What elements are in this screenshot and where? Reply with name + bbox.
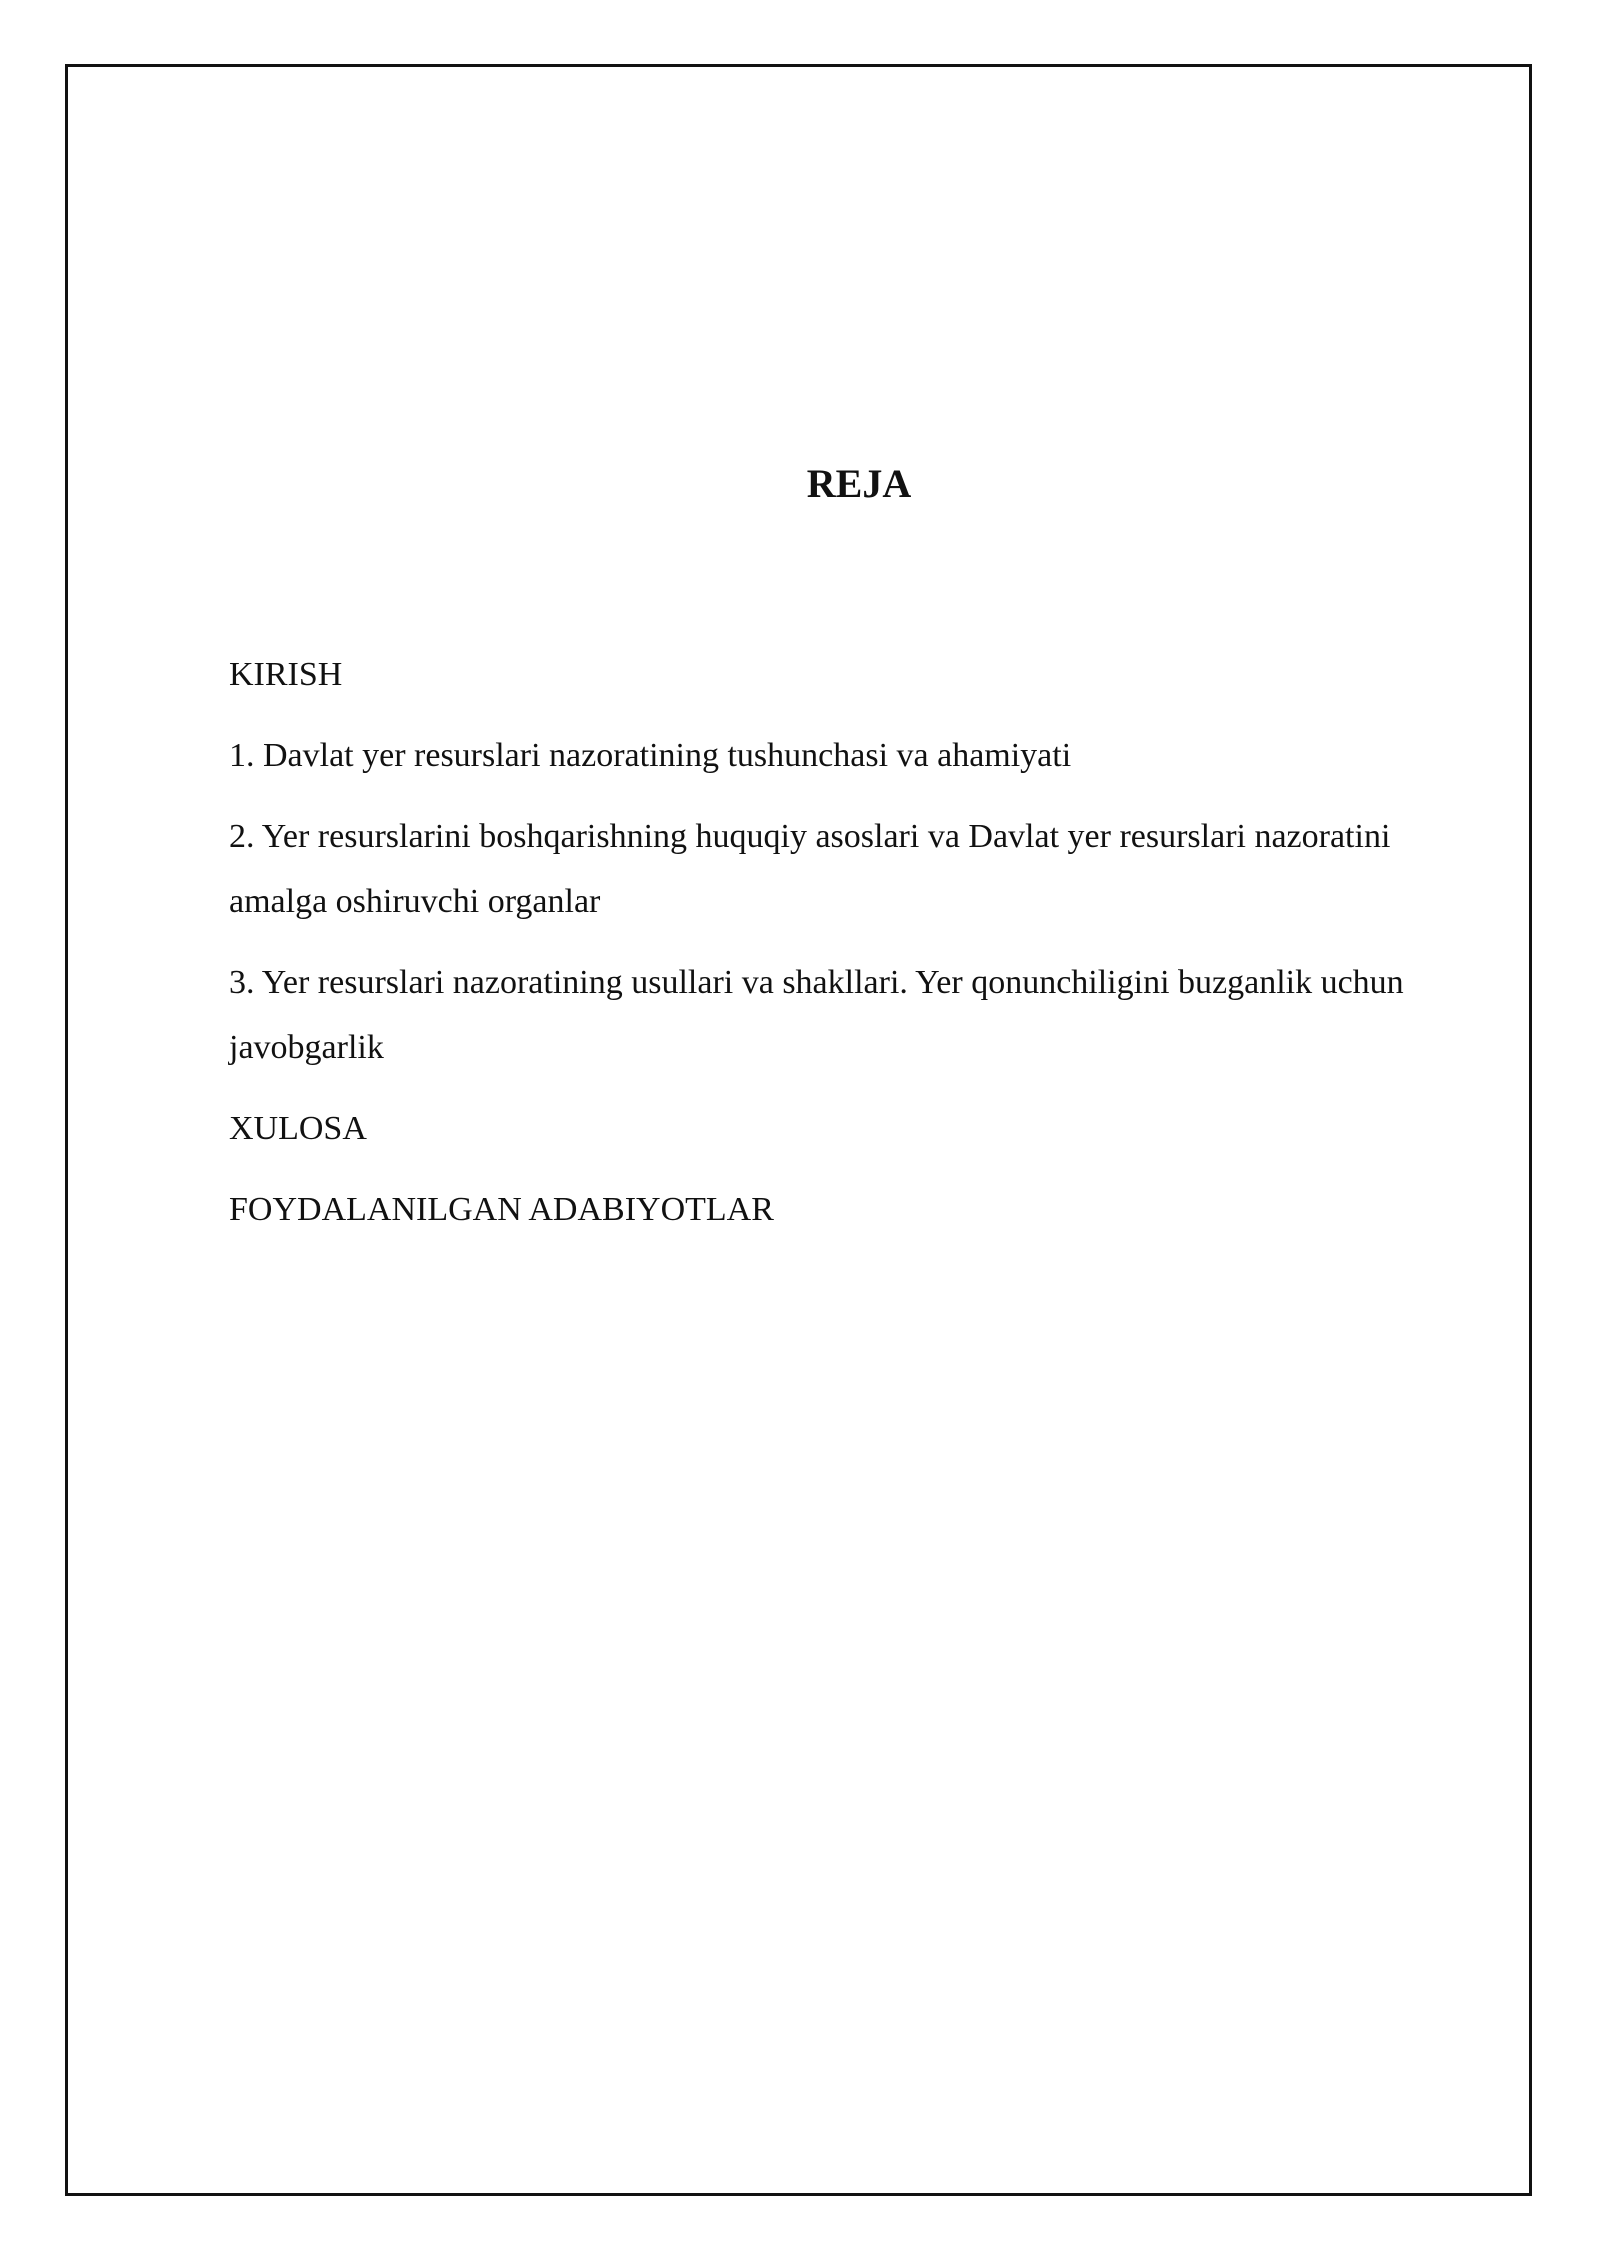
page-title: REJA xyxy=(806,461,912,506)
plan-item-1: 1. Davlat yer resurslari nazoratining tushunchasi va ahamiyati xyxy=(229,737,1072,774)
plan-item-conclusion: XULOSA xyxy=(229,1110,367,1147)
plan-item-intro: KIRISH xyxy=(229,656,343,693)
plan-item-references: FOYDALANILGAN ADABIYOTLAR xyxy=(229,1191,774,1228)
plan-item-3: 3. Yer resurslari nazoratining usullari va shakllari. Yer qonunchiligini buzganlik uchun javobgarlik xyxy=(229,964,1404,1066)
plan-list xyxy=(229,642,1469,1258)
plan-item-2: 2. Yer resurslarini boshqarishning huquqiy asoslari va Davlat yer resurslari nazoratini amalga oshiruvchi organlar xyxy=(229,818,1391,920)
